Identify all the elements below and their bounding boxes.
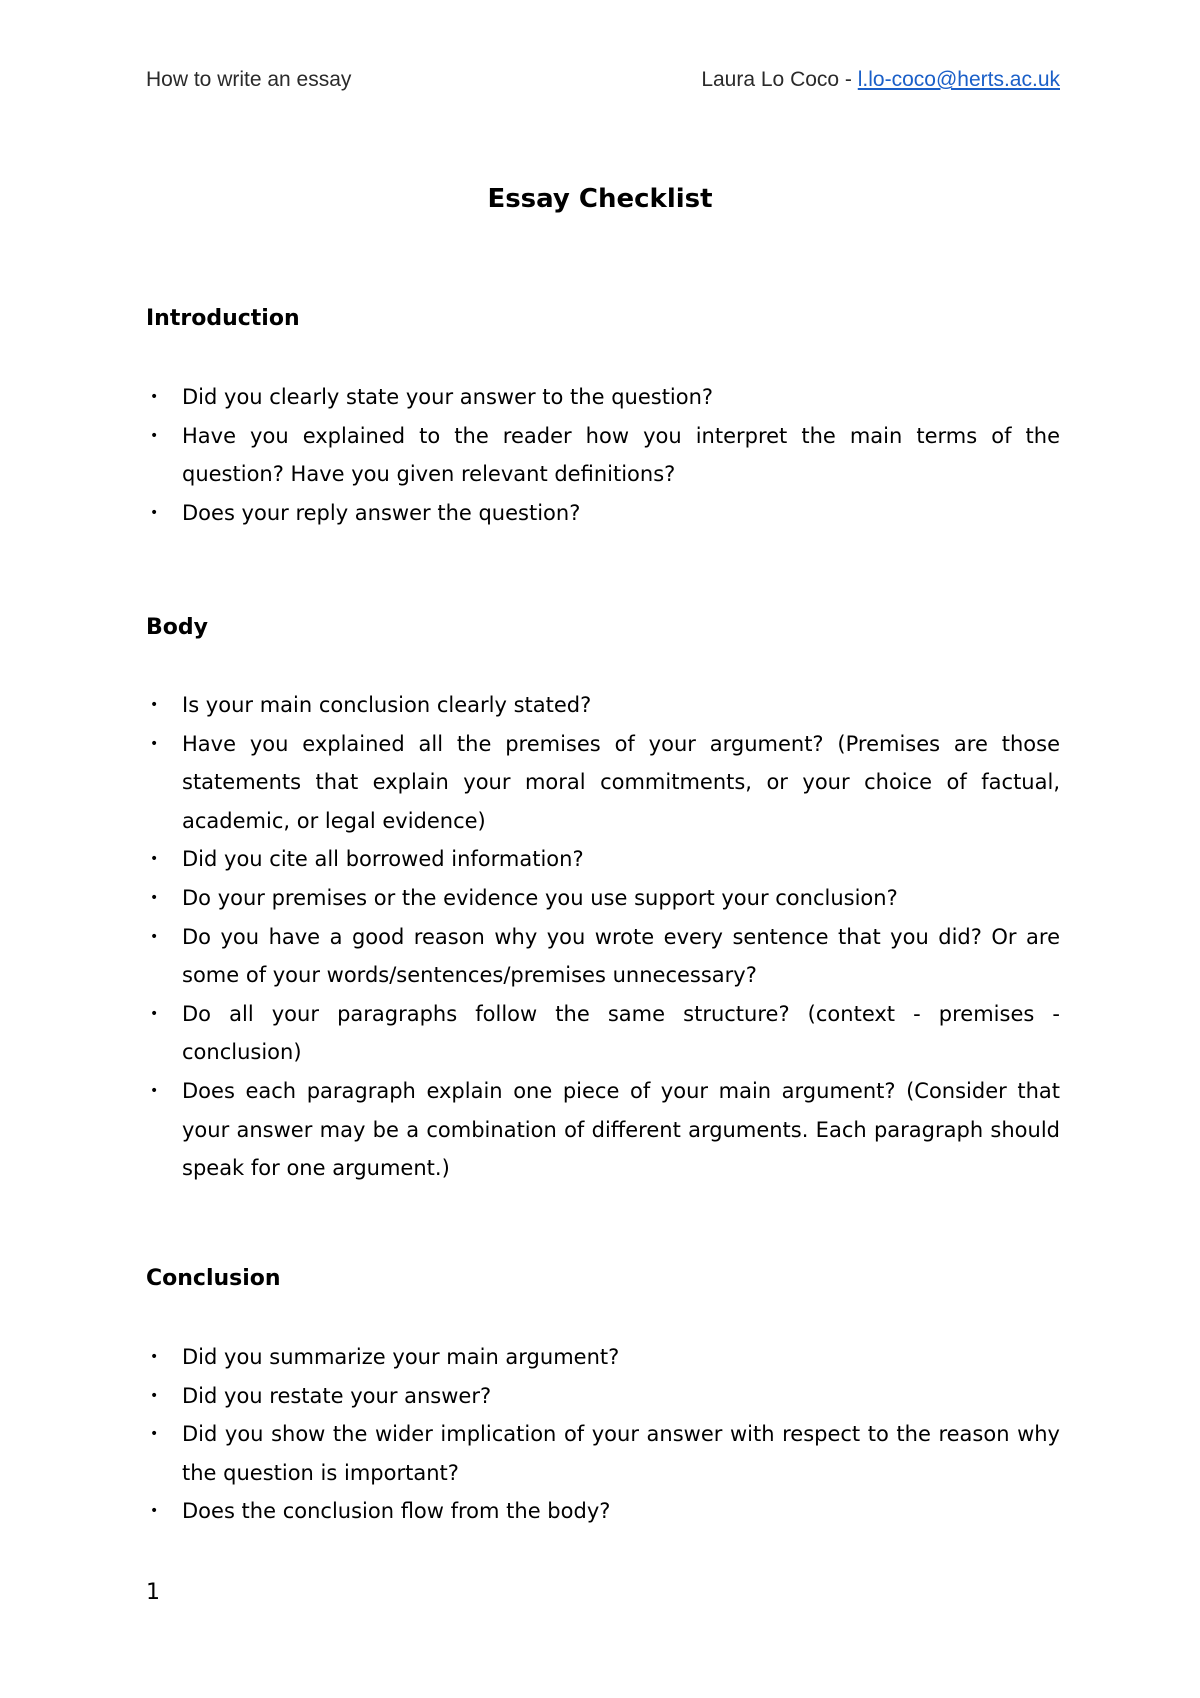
bullet-icon: • (150, 697, 159, 713)
section-heading-body: Body (146, 615, 208, 640)
list-item-text: Did you summarize your main argument? (182, 1345, 620, 1369)
list-item-text: Is your main conclusion clearly stated? (182, 693, 592, 717)
bullet-icon: • (150, 1082, 159, 1099)
list-item (146, 1377, 1060, 1416)
conclusion-checklist (146, 1338, 1060, 1531)
list-item (146, 1492, 1060, 1531)
list-item (146, 1072, 1060, 1188)
list-item-text: Did you clearly state your answer to the question? (182, 385, 714, 409)
bullet-icon: • (150, 851, 159, 868)
list-item (146, 725, 1060, 841)
section-heading-introduction: Introduction (146, 306, 300, 331)
list-item-text: Does each paragraph explain one piece of your main argument? (Consider that your answer may be a combination of different arguments. Each paragraph should speak for one argument.) (182, 1078, 1060, 1181)
bullet-icon: • (150, 504, 159, 521)
header-author: Laura Lo Coco - (701, 68, 858, 91)
bullet-icon: • (150, 1005, 159, 1022)
page-number: 1 (146, 1580, 160, 1605)
list-item (146, 378, 1060, 417)
page-header (146, 68, 1060, 98)
list-item (146, 995, 1060, 1072)
bullet-icon: • (150, 889, 159, 906)
list-item-text: Did you restate your answer? (182, 1383, 492, 1408)
bullet-icon: • (150, 1426, 159, 1443)
list-item-text: Have you explained to the reader how you interpret the main terms of the question? Have you given relevant definitions? (182, 423, 1060, 487)
bullet-icon: • (150, 389, 159, 405)
page-title: Essay Checklist (487, 184, 713, 214)
bullet-icon: • (150, 928, 159, 945)
bullet-icon: • (150, 1349, 159, 1365)
bullet-icon: • (150, 1387, 159, 1404)
header-author-line (701, 68, 1060, 92)
introduction-checklist (146, 378, 1060, 532)
bullet-icon: • (150, 1503, 159, 1520)
bullet-icon: • (150, 427, 159, 444)
header-document-title: How to write an essay (146, 68, 352, 91)
list-item-text: Does the conclusion flow from the body? (182, 1499, 611, 1524)
list-item (146, 1338, 1060, 1377)
list-item-text: Do you have a good reason why you wrote every sentence that you did? Or are some of your words/sentences/premises unnecessary? (182, 924, 1060, 988)
list-item (146, 417, 1060, 494)
body-checklist (146, 686, 1060, 1188)
bullet-icon: • (150, 735, 159, 752)
list-item-text: Have you explained all the premises of your argument? (Premises are those statements that explain your moral commitments, or your choice of factual, academic, or legal evidence) (182, 731, 1060, 833)
section-heading-conclusion: Conclusion (146, 1266, 281, 1291)
list-item (146, 879, 1060, 918)
list-item (146, 1415, 1060, 1492)
list-item (146, 918, 1060, 995)
list-item (146, 840, 1060, 879)
list-item (146, 686, 1060, 725)
list-item-text: Does your reply answer the question? (182, 500, 581, 525)
list-item-text: Do your premises or the evidence you use support your conclusion? (182, 885, 898, 910)
list-item (146, 494, 1060, 533)
list-item-text: Did you show the wider implication of your answer with respect to the reason why the question is important? (182, 1422, 1060, 1485)
list-item-text: Do all your paragraphs follow the same structure? (context - premises - conclusion) (182, 1001, 1060, 1065)
list-item-text: Did you cite all borrowed information? (182, 847, 584, 872)
header-email-link[interactable]: l.lo-coco@herts.ac.uk (857, 68, 1060, 91)
